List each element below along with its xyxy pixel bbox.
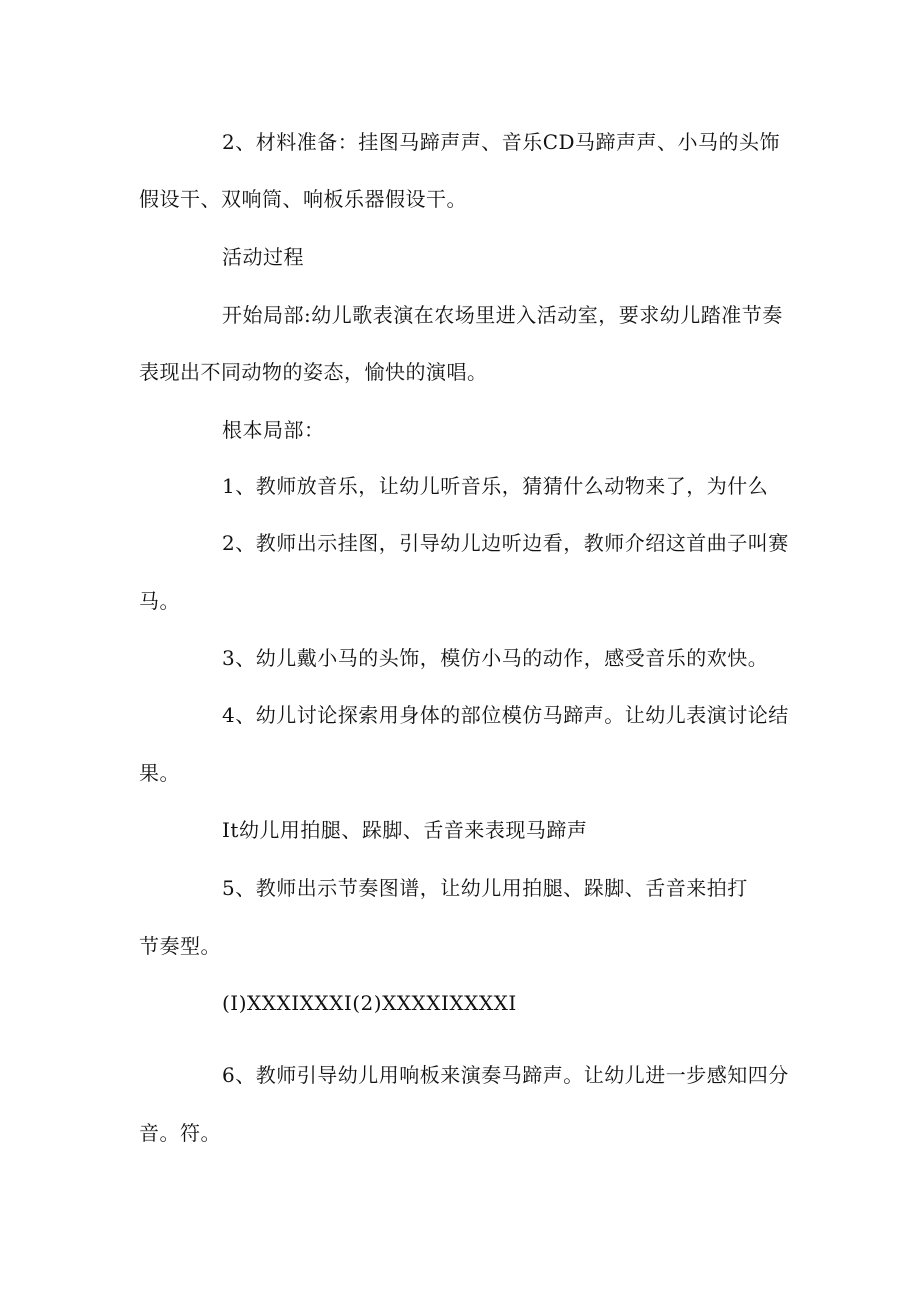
text-line: 表现出不同动物的姿态，愉快的演唱。 xyxy=(139,360,488,384)
text-line: It幼儿用拍腿、跺脚、舌音来表现马蹄声 xyxy=(222,818,588,842)
section-heading: 活动过程 xyxy=(222,245,304,269)
text-line: 5、教师出示节奏图谱，让幼儿用拍腿、跺脚、舌音来拍打 xyxy=(222,876,748,900)
text-line: 假设干、双响筒、响板乐器假设干。 xyxy=(139,187,467,211)
rhythm-notation: (I)XXXIXXXI(2)XXXXIXXXXI xyxy=(222,991,517,1015)
text-line: 1、教师放音乐，让幼儿听音乐，猜猜什么动物来了，为什么 xyxy=(222,474,769,498)
text-line: 开始局部:幼儿歌表演在农场里进入活动室，要求幼儿踏准节奏 xyxy=(222,303,783,327)
text-line: 6、教师引导幼儿用响板来演奏马蹄声。让幼儿进一步感知四分 xyxy=(222,1063,789,1087)
text-line: 3、幼儿戴小马的头饰，模仿小马的动作，感受音乐的欢快。 xyxy=(222,646,769,670)
text-line: 节奏型。 xyxy=(139,934,221,958)
text-line: 2、材料准备：挂图马蹄声声、音乐CD马蹄声声、小马的头饰 xyxy=(222,130,781,154)
text-line: 2、教师出示挂图，引导幼儿边听边看，教师介绍这首曲子叫赛 xyxy=(222,531,789,555)
text-line: 音。符。 xyxy=(139,1121,221,1145)
text-line: 马。 xyxy=(139,589,180,613)
text-line: 4、幼儿讨论探索用身体的部位模仿马蹄声。让幼儿表演讨论结 xyxy=(222,703,789,727)
text-line: 果。 xyxy=(139,761,180,785)
section-heading: 根本局部： xyxy=(222,418,325,442)
